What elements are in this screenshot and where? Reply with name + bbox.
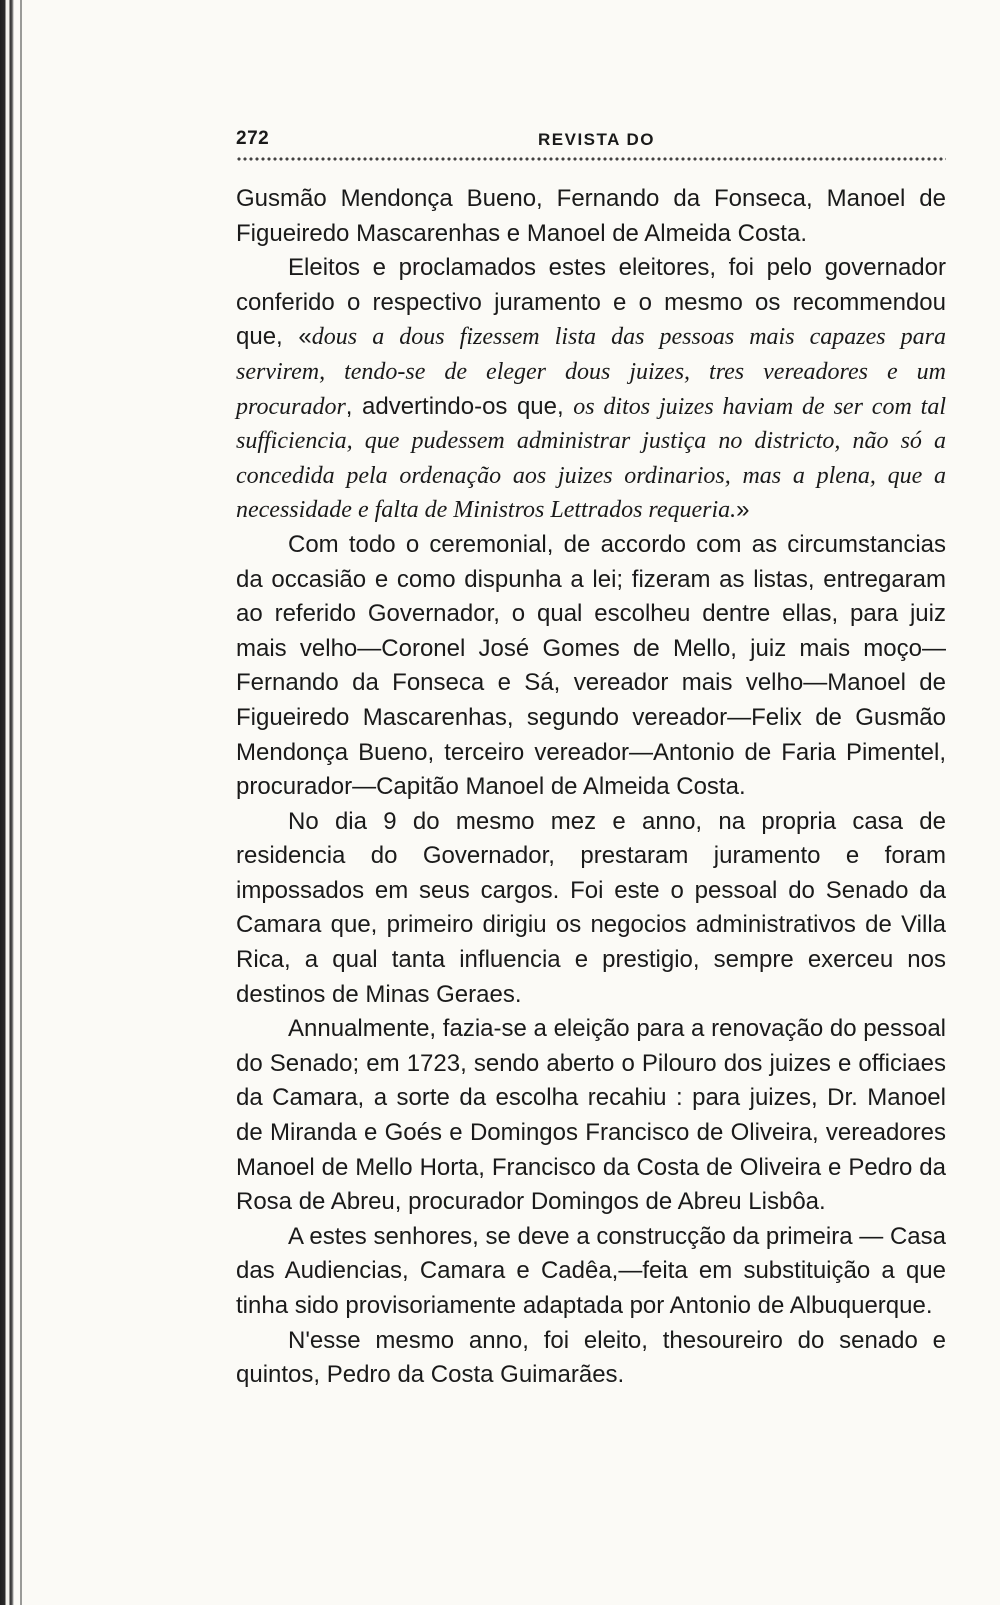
text-run: No dia 9 do mesmo mez e anno, na propria casa de residencia do Governador, prestaram juramento e foram impossados em seus cargos. Foi este o pessoal do Senado da Camara que, primeiro dirigiu os negocios administrativos de Villa Rica, a qual tanta influencia e prestigio, sempre exerceu nos destinos de Minas Geraes. bbox=[236, 807, 946, 1008]
paragraph bbox=[236, 805, 946, 1013]
running-head: REVISTA DO bbox=[538, 130, 656, 149]
paragraph bbox=[236, 182, 946, 251]
book-page bbox=[236, 120, 946, 1393]
paragraph bbox=[236, 251, 946, 528]
text-run: Gusmão Mendonça Bueno, Fernando da Fonseca, Manoel de Figueiredo Mascarenhas e Manoel de Almeida Costa. bbox=[236, 185, 946, 247]
text-run: N'esse mesmo anno, foi eleito, thesoureiro do senado e quintos, Pedro da Costa Guimarães. bbox=[236, 1326, 946, 1389]
page-header bbox=[236, 120, 946, 154]
text-run: Annualmente, fazia-se a eleição para a renovação do pessoal do Senado; em 1723, sendo aberto o Pilouro dos juizes e officiaes da Camara, a sorte da escolha recahiu : para juizes, Dr. Manoel de Miranda e Goés e Domingos Francisco de Oliveira, vereadores Manoel de Mello Horta, Francisco da Costa de Oliveira e Pedro da Rosa de Abreu, procurador Domingos de Abreu Lisbôa. bbox=[236, 1015, 946, 1216]
page-number: 272 bbox=[236, 128, 270, 149]
text-run: » bbox=[736, 496, 750, 524]
italic-quotation: os ditos juizes haviam de ser com tal sufficiencia, que pudessem administrar justiça no districto, não só a concedida pela ordenação aos juizes ordinarios, mas a plena, que a necessidade e falta de Ministros Lettrados requeria. bbox=[236, 393, 946, 524]
italic-quotation: dous a dous fizessem lista das pessoas mais capazes para servirem, tendo-se de eleger dous juizes, tres vereadores e um procurador bbox=[236, 324, 946, 420]
text-run: Com todo o ceremonial, de accordo com as circumstancias da occasião e como dispunha a lei; fizeram as listas, entregaram ao referido Governador, o qual escolheu dentre ellas, para juiz mais velho—Coronel José Gomes de Mello, juiz mais moço—Fernando da Fonseca e Sá, vereador mais velho—Manoel de Figueiredo Mascarenhas, segundo vereador—Felix de Gusmão Mendonça Bueno, terceiro vereador—Antonio de Faria Pimentel, procurador—Capitão Manoel de Almeida Costa. bbox=[236, 530, 946, 801]
text-run: Eleitos e proclamados estes eleitores, foi pelo governador conferido o respectivo juramento e o mesmo os recommendou que, « bbox=[236, 254, 946, 351]
paragraph bbox=[236, 1324, 946, 1393]
text-run: , advertindo-os que, bbox=[345, 392, 574, 420]
book-binding-edge bbox=[0, 0, 34, 1605]
paragraph bbox=[236, 1220, 946, 1324]
binding-rule bbox=[20, 0, 22, 1605]
text-run: A estes senhores, se deve a construcção da primeira — Casa das Audiencias, Camara e Cadêa,—feita em substituição a que tinha sido provisoriamente adaptada por Antonio de Albuquerque. bbox=[236, 1222, 946, 1319]
paragraph bbox=[236, 528, 946, 805]
header-dotted-rule bbox=[236, 156, 946, 162]
paragraph bbox=[236, 1012, 946, 1220]
body-text bbox=[236, 182, 946, 1393]
